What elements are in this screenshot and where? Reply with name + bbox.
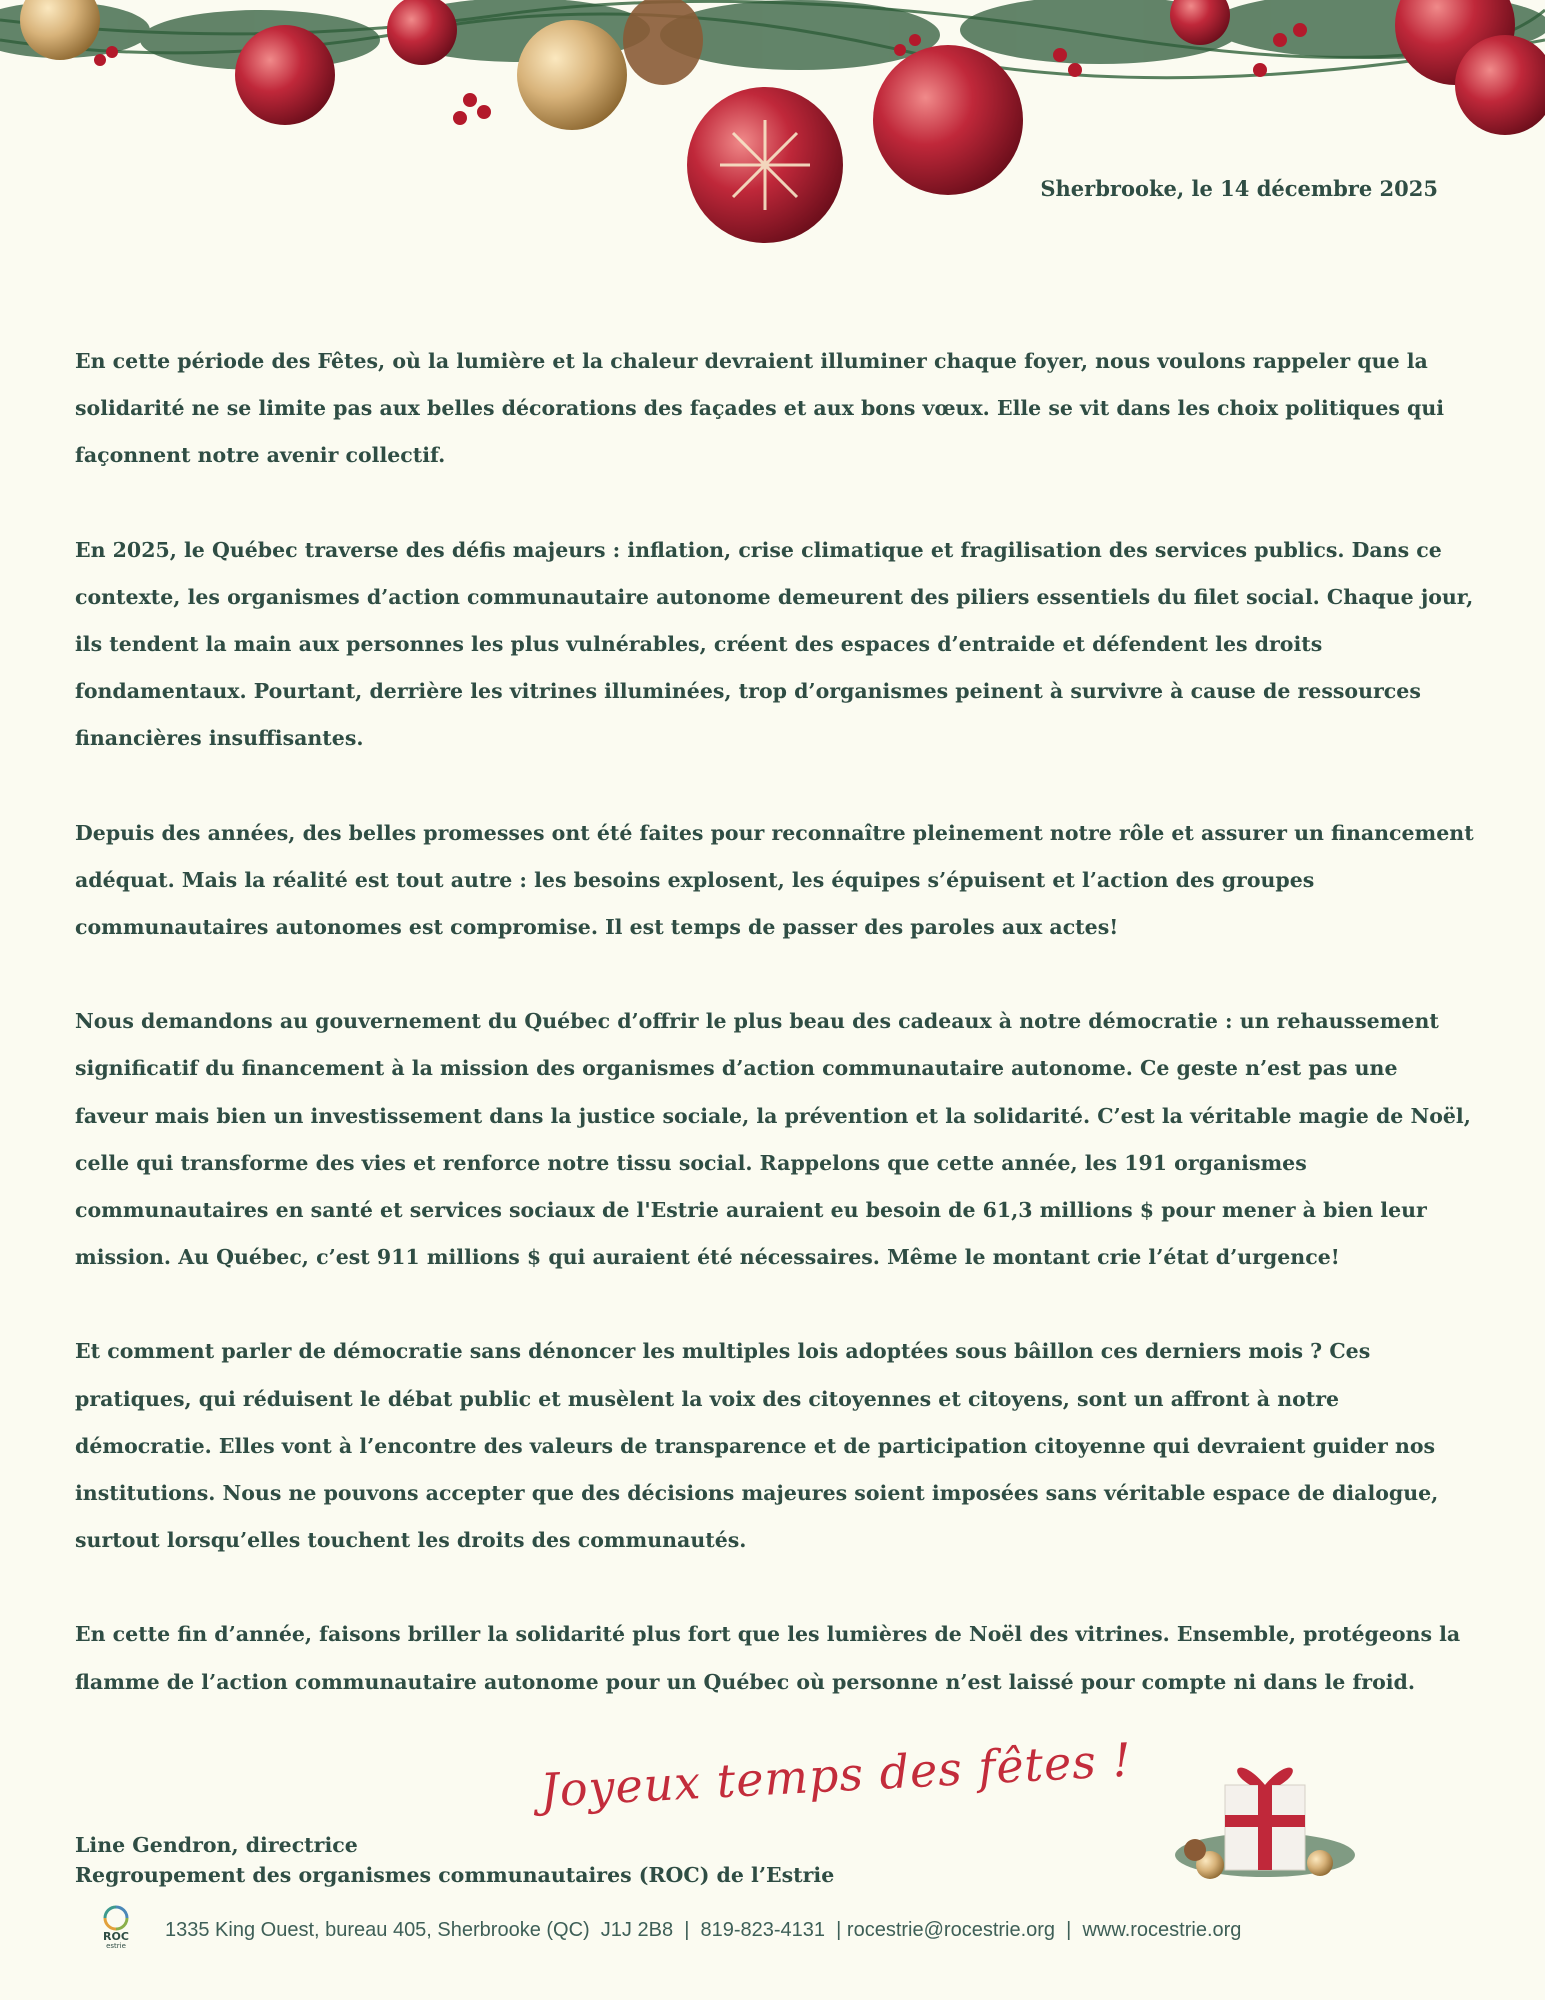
roc-logo — [95, 1905, 137, 1955]
paragraph: Et comment parler de démocratie sans dénoncer les multiples lois adoptées sous bâillon ces derniers mois ? Ces pratiques, qui réduisent le débat public et musèlent la voix des citoyennes et citoyens, sont un affront à notre démocratie. Elles vont à l’encontre des valeurs de transparence et de participation citoyenne qui devraient guider nos institutions. Nous ne pouvons accepter que des décisions majeures soient imposées sans véritable espace de dialogue, surtout lorsqu’elles touchent les droits des communautés. — [75, 1339, 1439, 1553]
paragraph: Depuis des années, des belles promesses ont été faites pour reconnaître pleinement notre rôle et assurer un financement adéquat. Mais la réalité est tout autre : les besoins explosent, les équipes s’épuisent et l’action des groupes communautaires autonomes est compromise. Il est temps de passer des paroles aux actes! — [75, 820, 1474, 940]
footer — [95, 1905, 1495, 1955]
signer-name: Line Gendron, directrice — [75, 1833, 358, 1857]
letter-date: Sherbrooke, le 14 décembre 2025 — [1040, 176, 1438, 201]
logo-subtext: estrie — [106, 1942, 126, 1950]
gift-box-icon — [1170, 1735, 1360, 1885]
paragraph: En cette fin d’année, faisons briller la solidarité plus fort que les lumières de Noël des vitrines. Ensemble, protégeons la flamme de l’action communautaire autonome pour un Québec où personne n’est laissé pour compte ni dans le froid. — [75, 1622, 1461, 1694]
letter-body — [75, 338, 1475, 1753]
paragraph: En cette période des Fêtes, où la lumière et la chaleur devraient illuminer chaque foyer, nous voulons rappeler que la solidarité ne se limite pas aux belles décorations des façades et aux bons vœux. Elle se vit dans les choix politiques qui façonnent notre avenir collectif. — [75, 349, 1445, 468]
paragraph: En 2025, le Québec traverse des défis majeurs : inflation, crise climatique et fragilisation des services publics. Dans ce contexte, les organismes d’action communautaire autonome demeurent des piliers essentiels du filet social. Chaque jour, ils tendent la main aux personnes les plus vulnérables, créent des espaces d’entraide et défendent les droits fondamentaux. Pourtant, derrière les vitrines illuminées, trop d’organismes peinent à survivre à cause de ressources financières insuffisantes. — [75, 537, 1474, 751]
contact-info: 1335 King Ouest, bureau 405, Sherbrooke (QC) J1J 2B8 | 819-823-4131 | rocestrie@rocestrie.org | www.rocestrie.org — [165, 1918, 1242, 1941]
roc-logo-icon — [103, 1905, 129, 1931]
paragraph: Nous demandons au gouvernement du Québec d’offrir le plus beau des cadeaux à notre démocratie : un rehaussement significatif du financement à la mission des organismes d’action communautaire autonome. Ce geste n’est pas une faveur mais bien un investissement dans la justice sociale, la prévention et la solidarité. C’est la véritable magie de Noël, celle qui transforme des vies et renforce notre tissu social. Rappelons que cette année, les 191 organismes communautaires en santé et services sociaux de l'Estrie auraient eu besoin de 61,3 millions $ pour mener à bien leur mission. Au Québec, c’est 911 millions $ qui auraient été nécessaires. Même le montant crie l’état d’urgence! — [75, 1009, 1471, 1270]
signer-organization: Regroupement des organismes communautaires (ROC) de l’Estrie — [75, 1863, 835, 1887]
christmas-garland-decoration — [0, 0, 1545, 250]
holiday-greeting: Joyeux temps des fêtes ! — [538, 1732, 1134, 1818]
signature-block — [75, 1830, 834, 1890]
logo-text: ROC — [103, 1930, 129, 1943]
